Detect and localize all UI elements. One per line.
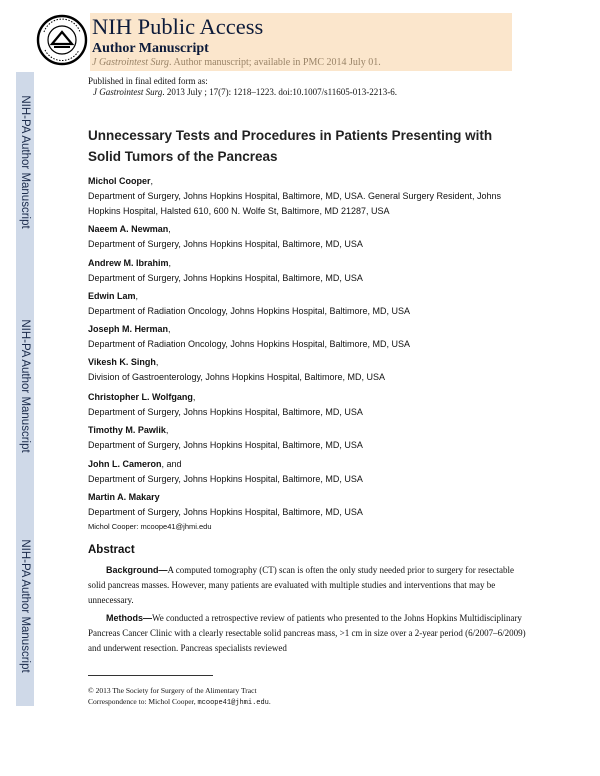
correspondence (88, 697, 271, 707)
background-text: A computed tomography (CT) scan is often the only study needed prior to surgery for resectable solid pancreas masses. However, many patients are evaluated with multiple studies and interventions that may be unnecessary. (88, 565, 515, 605)
author-block (88, 174, 528, 219)
methods-label: Methods— (106, 613, 152, 623)
header-journal: J Gastrointest Surg (92, 57, 170, 68)
author-name: Vikesh K. Singh, (88, 357, 159, 367)
correspondence-label: Correspondence to: Michol Cooper, (88, 697, 198, 706)
citation-details: . 2013 July ; 17(7): 1218–1223. doi:10.1007/s11605-013-2213-6. (162, 87, 398, 97)
author-affiliation: Division of Gastroenterology, Johns Hopkins Hospital, Baltimore, MD, USA (88, 372, 385, 382)
header-availability (92, 57, 381, 68)
header-title: NIH Public Access (92, 14, 264, 39)
author-block (88, 322, 528, 352)
author-affiliation: Department of Radiation Oncology, Johns Hopkins Hospital, Baltimore, MD, USA (88, 306, 410, 316)
header-subtitle: Author Manuscript (92, 41, 209, 56)
sidebar-label-3: NIH-PA Author Manuscript (19, 539, 31, 673)
author-name: John L. Cameron, and (88, 459, 182, 469)
author-block (88, 490, 528, 520)
author-affiliation: Department of Surgery, Johns Hopkins Hospital, Baltimore, MD, USA. General Surgery Resident, Johns Hopkins Hospital, Halsted 610, 600 N. Wolfe St, Baltimore, MD 21287, USA (88, 191, 502, 216)
author-affiliation: Department of Surgery, Johns Hopkins Hospital, Baltimore, MD, USA (88, 507, 363, 517)
author-affiliation: Department of Surgery, Johns Hopkins Hospital, Baltimore, MD, USA (88, 239, 363, 249)
copyright: © 2013 The Society for Surgery of the Alimentary Tract (88, 686, 257, 695)
author-affiliation: Department of Surgery, Johns Hopkins Hospital, Baltimore, MD, USA (88, 474, 363, 484)
citation (93, 87, 397, 97)
correspondence-email[interactable]: mcoope41@jhmi.edu (197, 699, 269, 707)
sidebar-label-2: NIH-PA Author Manuscript (19, 319, 31, 453)
footnote-divider (88, 675, 213, 676)
author-block (88, 390, 528, 420)
author-block (88, 256, 528, 286)
article-title: Unnecessary Tests and Procedures in Patients Presenting with Solid Tumors of the Pancreas (88, 128, 493, 164)
citation-journal: J Gastrointest Surg (93, 87, 163, 97)
contact-email: Michol Cooper: mcoope41@jhmi.edu (88, 522, 212, 531)
correspondence-end: . (268, 697, 271, 706)
author-affiliation: Department of Surgery, Johns Hopkins Hospital, Baltimore, MD, USA (88, 273, 363, 283)
background-label: Background— (106, 565, 168, 575)
sidebar-label-1: NIH-PA Author Manuscript (19, 95, 31, 229)
abstract-methods (88, 611, 526, 656)
author-name: Andrew M. Ibrahim, (88, 258, 172, 268)
author-name: Timothy M. Pawlik, (88, 425, 169, 435)
header-availability-text: . Author manuscript; available in PMC 2014 July 01. (169, 57, 381, 68)
author-name: Michol Cooper, (88, 176, 154, 186)
methods-text: We conducted a retrospective review of patients who presented to the Johns Hopkins Multidisciplinary Pancreas Cancer Clinic with a clearly resectable solid pancreas mass, >1 cm in size over a 2-year period (6/2007–6/2009) and underwent resection. Pancreas specialists reviewed (88, 613, 526, 653)
author-affiliation: Department of Surgery, Johns Hopkins Hospital, Baltimore, MD, USA (88, 407, 363, 417)
author-name: Naeem A. Newman, (88, 224, 171, 234)
author-affiliation: Department of Surgery, Johns Hopkins Hospital, Baltimore, MD, USA (88, 440, 363, 450)
abstract-background (88, 563, 526, 608)
author-name: Martin A. Makary (88, 492, 160, 502)
nih-seal-icon (36, 10, 88, 70)
author-block (88, 457, 528, 487)
abstract-heading: Abstract (88, 544, 135, 556)
author-block (88, 289, 528, 319)
published-note: Published in final edited form as: (88, 76, 208, 86)
author-name: Christopher L. Wolfgang, (88, 392, 196, 402)
author-name: Edwin Lam, (88, 291, 139, 301)
author-block (88, 423, 528, 453)
author-block (88, 355, 528, 385)
author-block (88, 222, 528, 252)
author-name: Joseph M. Herman, (88, 324, 171, 334)
author-affiliation: Department of Radiation Oncology, Johns Hopkins Hospital, Baltimore, MD, USA (88, 339, 410, 349)
